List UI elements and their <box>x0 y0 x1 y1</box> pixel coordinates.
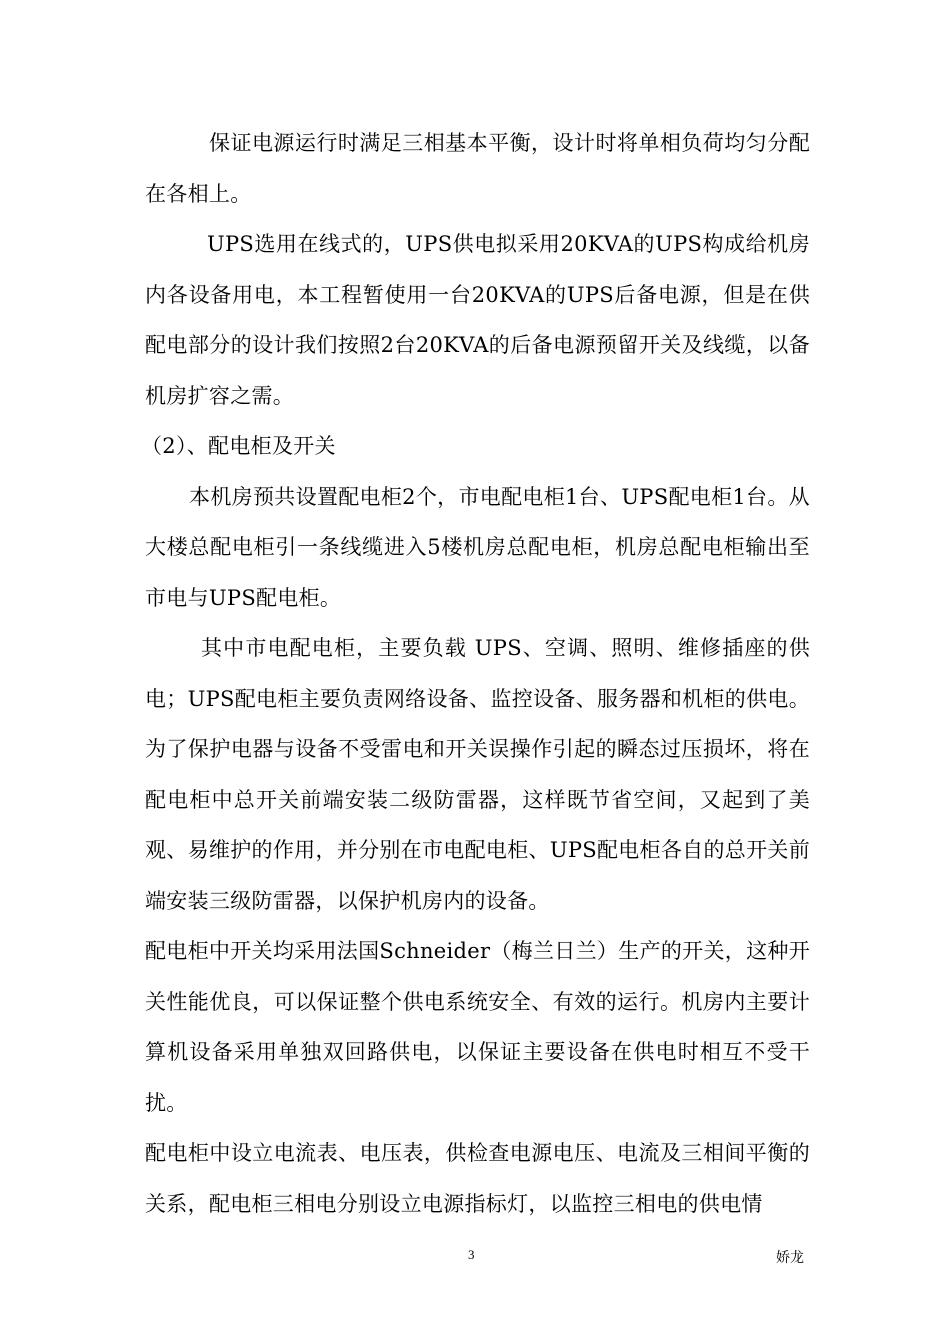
paragraph-switches: 配电柜中开关均采用法国Schneider（梅兰日兰）生产的开关，这种开关性能优良，可以保证整个供电系统安全、有效的运行。机房内主要计算机设备采用单独双回路供电，以保证主要设备在供电时相互不受干扰。 <box>145 939 810 1115</box>
body-text <box>141 118 810 1229</box>
footer-author: 娇龙 <box>776 1250 804 1266</box>
page-number: 3 <box>468 1247 475 1262</box>
section-heading-distribution: （2）、配电柜及开关 <box>141 434 336 458</box>
paragraph-cabinets: 本机房预共设置配电柜2个，市电配电柜1台、UPS配电柜1台。从大楼总配电柜引一条线缆进入5楼机房总配电柜，机房总配电柜输出至市电与UPS配电柜。 <box>145 484 810 610</box>
paragraph-power-balance: 保证电源运行时满足三相基本平衡，设计时将单相负荷均匀分配在各相上。 <box>145 131 810 206</box>
paragraph-mains-cabinet: 其中市电配电柜，主要负载 UPS、空调、照明、维修插座的供电；UPS配电柜主要负责网络设备、监控设备、服务器和机柜的供电。为了保护电器与设备不受雷电和开关误操作引起的瞬态过压损坏，将在配电柜中总开关前端安装二级防雷器，这样既节省空间，又起到了美观、易维护的作用，并分别在市电配电柜、UPS配电柜各自的总开关前端安装三级防雷器，以保护机房内的设备。 <box>145 636 810 913</box>
paragraph-ups: UPS选用在线式的，UPS供电拟采用20KVA的UPS构成给机房内各设备用电，本工程暂使用一台20KVA的UPS后备电源，但是在供配电部分的设计我们按照2台20KVA的后备电源预留开关及线缆，以备机房扩容之需。 <box>145 232 810 408</box>
paragraph-meters: 配电柜中设立电流表、电压表，供检查电源电压、电流及三相间平衡的关系，配电柜三相电分别设立电源指标灯，以监控三相电的供电情 <box>145 1141 810 1216</box>
